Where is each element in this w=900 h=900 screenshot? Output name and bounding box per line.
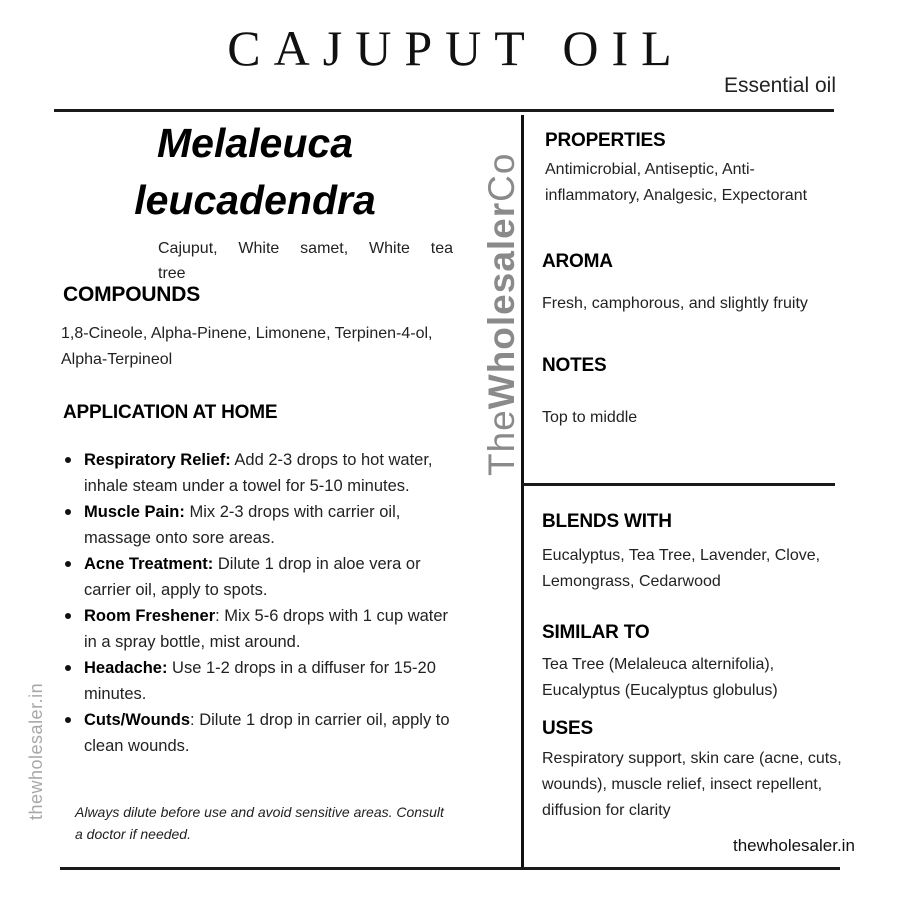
application-item-label: Acne Treatment:	[84, 555, 214, 573]
application-item-text-cont: inhale steam under a towel for 5-10 minutes.	[84, 477, 410, 495]
footer-site: thewholesaler.in	[733, 836, 855, 855]
site-watermark: thewholesaler.in	[26, 682, 46, 820]
latin-name	[60, 115, 450, 229]
application-item	[62, 707, 502, 759]
application-item	[62, 655, 502, 707]
blends-line1: Eucalyptus, Tea Tree, Lavender, Clove,	[542, 547, 821, 564]
bottom-divider	[60, 867, 840, 870]
application-item-label: Muscle Pain:	[84, 503, 185, 521]
similar-line1: Tea Tree (Melaleuca alternifolia),	[542, 656, 775, 673]
application-item	[62, 447, 502, 499]
application-item-text: Mix 2-3 drops with carrier oil,	[184, 503, 401, 521]
application-item-label: Room Freshener	[84, 607, 216, 625]
properties-heading: PROPERTIES	[545, 130, 666, 151]
latin-name-line2: leucadendra	[134, 177, 376, 223]
bullet-icon	[65, 613, 71, 619]
brand-watermark-prefix: The	[481, 409, 522, 476]
bullet-icon	[65, 665, 71, 671]
application-item-text-cont: in a spray bottle, mist around.	[84, 633, 301, 651]
compounds-line2: Alpha-Terpineol	[61, 351, 173, 368]
aroma-heading: AROMA	[542, 251, 613, 272]
application-item	[62, 499, 502, 551]
compounds-line1: 1,8-Cineole, Alpha-Pinene, Limonene, Terpinen-4-ol,	[61, 325, 433, 342]
bullet-icon	[65, 717, 71, 723]
application-item	[62, 551, 502, 603]
bullet-icon	[65, 561, 71, 567]
application-item-text: Use 1-2 drops in a diffuser for 15-20	[167, 659, 436, 677]
latin-name-line1: Melaleuca	[157, 120, 353, 166]
properties-line2: inflammatory, Analgesic, Expectorant	[545, 187, 808, 204]
page-subtitle: Essential oil	[723, 74, 836, 97]
application-item-text: Add 2-3 drops to hot water,	[230, 451, 433, 469]
bullet-icon	[65, 509, 71, 515]
application-heading: APPLICATION AT HOME	[63, 402, 278, 423]
caution-line2: a doctor if needed.	[75, 826, 191, 842]
similar-line2: Eucalyptus (Eucalyptus globulus)	[542, 682, 778, 699]
uses-text	[542, 746, 892, 824]
application-item-text-cont: clean wounds.	[84, 737, 190, 755]
bullet-icon	[65, 457, 71, 463]
compounds-heading: COMPOUNDS	[63, 283, 201, 306]
similar-heading: SIMILAR TO	[542, 622, 650, 643]
application-item-text: Dilute 1 drop in aloe vera or	[213, 555, 421, 573]
uses-heading: USES	[542, 718, 593, 739]
top-divider	[54, 109, 834, 112]
common-names-line1: Cajuput, White samet, White tea	[158, 240, 453, 257]
application-item-text-cont: minutes.	[84, 685, 147, 703]
properties-line1: Antimicrobial, Antiseptic, Anti-	[545, 161, 755, 178]
application-item-text: : Mix 5-6 drops with 1 cup water	[215, 607, 449, 625]
brand-watermark-bold: Wholesaler	[481, 201, 522, 410]
uses-line1: Respiratory support, skin care (acne, cuts,	[542, 750, 842, 767]
properties-text	[545, 157, 875, 209]
brand-watermark-suffix: Co	[481, 152, 522, 202]
caution-note	[75, 801, 505, 845]
blends-text	[542, 543, 882, 595]
notes-heading: NOTES	[542, 355, 607, 376]
application-item	[62, 603, 502, 655]
blends-line2: Lemongrass, Cedarwood	[542, 573, 721, 590]
aroma-text: Fresh, camphorous, and slightly fruity	[542, 295, 808, 312]
application-item-text-cont: carrier oil, apply to spots.	[84, 581, 268, 599]
application-item-label: Respiratory Relief:	[84, 451, 231, 469]
application-item-label: Cuts/Wounds	[84, 711, 191, 729]
application-item-text: : Dilute 1 drop in carrier oil, apply to	[190, 711, 450, 729]
caution-line1: Always dilute before use and avoid sensitive areas. Consult	[75, 804, 444, 820]
blends-heading: BLENDS WITH	[542, 511, 672, 532]
notes-text: Top to middle	[542, 409, 638, 426]
uses-line3: diffusion for clarity	[542, 802, 671, 819]
common-names	[158, 236, 453, 287]
brand-watermark	[481, 153, 523, 476]
right-middle-divider	[522, 483, 835, 486]
similar-text	[542, 652, 882, 704]
application-item-label: Headache:	[84, 659, 168, 677]
page-title: CAJUPUT OIL	[227, 20, 685, 76]
uses-line2: wounds), muscle relief, insect repellent,	[542, 776, 823, 793]
application-item-text-cont: massage onto sore areas.	[84, 529, 275, 547]
compounds-text	[61, 321, 481, 373]
application-list	[62, 447, 502, 759]
common-names-line2: tree	[158, 265, 186, 282]
